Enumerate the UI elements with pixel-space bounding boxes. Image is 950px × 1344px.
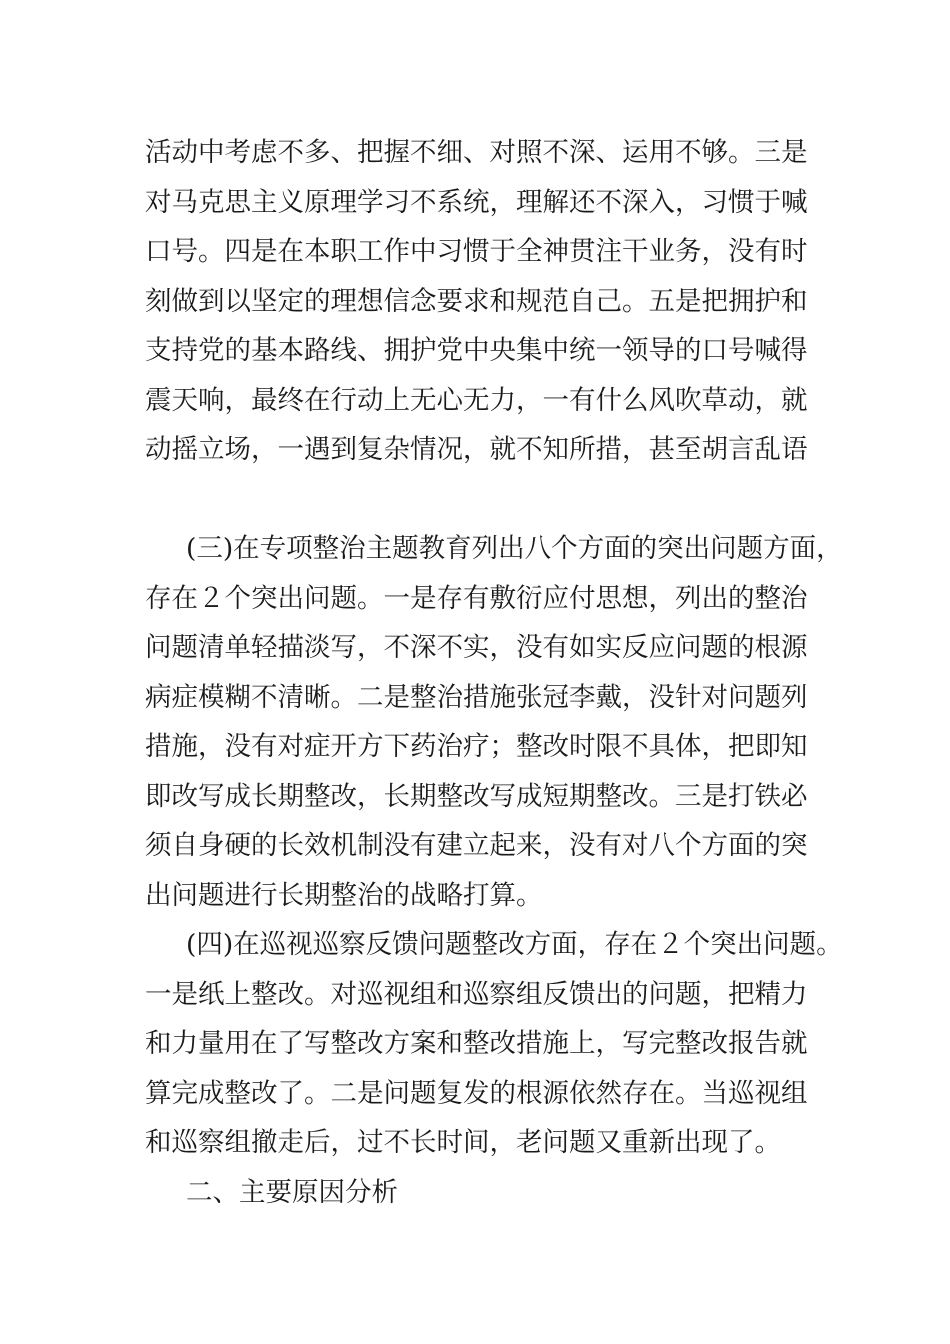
paragraph-3-line-1: (四)在巡视巡察反馈问题整改方面，存在２个突出问题。 [186, 929, 843, 960]
paragraph-2-line-5: 措施，没有对症开方下药治疗；整改时限不具体，把即知 [145, 731, 808, 762]
paragraph-2-line-4: 病症模糊不清晰。二是整治措施张冠李戴，没针对问题列 [145, 682, 808, 713]
paragraph-2-line-1: (三)在专项整治主题教育列出八个方面的突出问题方面， [186, 533, 843, 564]
paragraph-1-line-3: 口号。四是在本职工作中习惯于全神贯注干业务，没有时 [145, 236, 808, 267]
paragraph-2-line-7: 须自身硬的长效机制没有建立起来，没有对八个方面的突 [145, 830, 808, 861]
paragraph-1-line-5: 支持党的基本路线、拥护党中央集中统一领导的口号喊得 [145, 335, 808, 366]
paragraph-1-line-7: 动摇立场，一遇到复杂情况，就不知所措，甚至胡言乱语 [145, 434, 808, 465]
paragraph-2-line-8: 出问题进行长期整治的战略打算。 [145, 880, 543, 911]
paragraph-1-line-4: 刻做到以坚定的理想信念要求和规范自己。五是把拥护和 [145, 286, 808, 317]
paragraph-1-line-1: 活动中考虑不多、把握不细、对照不深、运用不够。三是 [145, 137, 808, 168]
paragraph-3-line-3: 和力量用在了写整改方案和整改措施上，写完整改报告就 [145, 1028, 808, 1059]
paragraph-3-line-5: 和巡察组撤走后，过不长时间，老问题又重新出现了。 [145, 1127, 781, 1158]
paragraph-2-line-6: 即改写成长期整改，长期整改写成短期整改。三是打铁必 [145, 781, 808, 812]
paragraph-1-line-6: 震天响，最终在行动上无心无力，一有什么风吹草动，就 [145, 385, 808, 416]
section-heading: 二、主要原因分析 [186, 1177, 398, 1208]
paragraph-3-line-2: 一是纸上整改。对巡视组和巡察组反馈出的问题，把精力 [145, 979, 808, 1010]
paragraph-2-line-3: 问题清单轻描淡写，不深不实，没有如实反应问题的根源 [145, 632, 808, 663]
paragraph-3-line-4: 算完成整改了。二是问题复发的根源依然存在。当巡视组 [145, 1078, 808, 1109]
paragraph-1-line-2: 对马克思主义原理学习不系统，理解还不深入，习惯于喊 [145, 187, 808, 218]
paragraph-2-line-2: 存在２个突出问题。一是存有敷衍应付思想，列出的整治 [145, 583, 808, 614]
